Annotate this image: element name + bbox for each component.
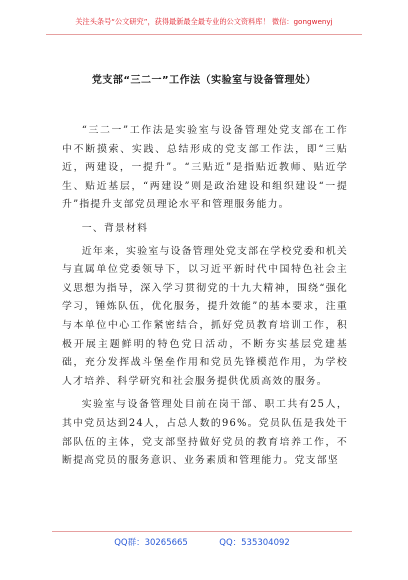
promo-banner: 关注头条号“公文研究”，获得最新最全最专业的公文资料库！ 微信：gongwenyj [46,17,362,35]
section-heading: 一、背景材料 [81,222,149,234]
intro-paragraph: “三二一”工作法是实验室与设备管理处党支部在工作中不断摸索、实践、总结形成的党支部工作法，即“三贴近，两建设，一提升”。“三贴近”是指贴近教师、贴近学生、贴近基层，“两建设”则是政治建设和组织建设“一提升”指提升支部党员理论水平和管理服务能力。 [62,125,348,211]
document-body [62,122,348,476]
qq-number-text: QQ：535304092 [219,538,290,548]
staff-paragraph: 实验室与设备管理处目前在岗干部、职工共有25人，其中党员达到24人，占总人数的96%。党员队伍是我处干部队伍的主体，党支部坚持做好党员的教育培养工作，不断提高党员的服务意识、业务素质和管理能力。党支部坚 [62,399,348,467]
qq-group-text: QQ群：30265665 [114,538,188,548]
contact-footer [52,531,352,548]
background-paragraph: 近年来，实验室与设备管理处党支部在学校党委和机关与直属单位党委领导下，以习近平新时代中国特色社会主义思想为指导，深入学习贯彻党的十九大精神，围绕“强化学习，锤炼队伍，优化服务，提升效能”的基本要求，注重与本单位中心工作紧密结合，抓好党员教育培训工作，积极开展主题鲜明的特色党日活动，不断夯实基层党建基础，充分发挥战斗堡垒作用和党员先锋模范作用，为学校人才培养、科学研究和社会服务提供优质高效的服务。 [62,245,348,387]
document-title: 党支部“三二一”工作法（实验室与设备管理处） [91,75,317,86]
